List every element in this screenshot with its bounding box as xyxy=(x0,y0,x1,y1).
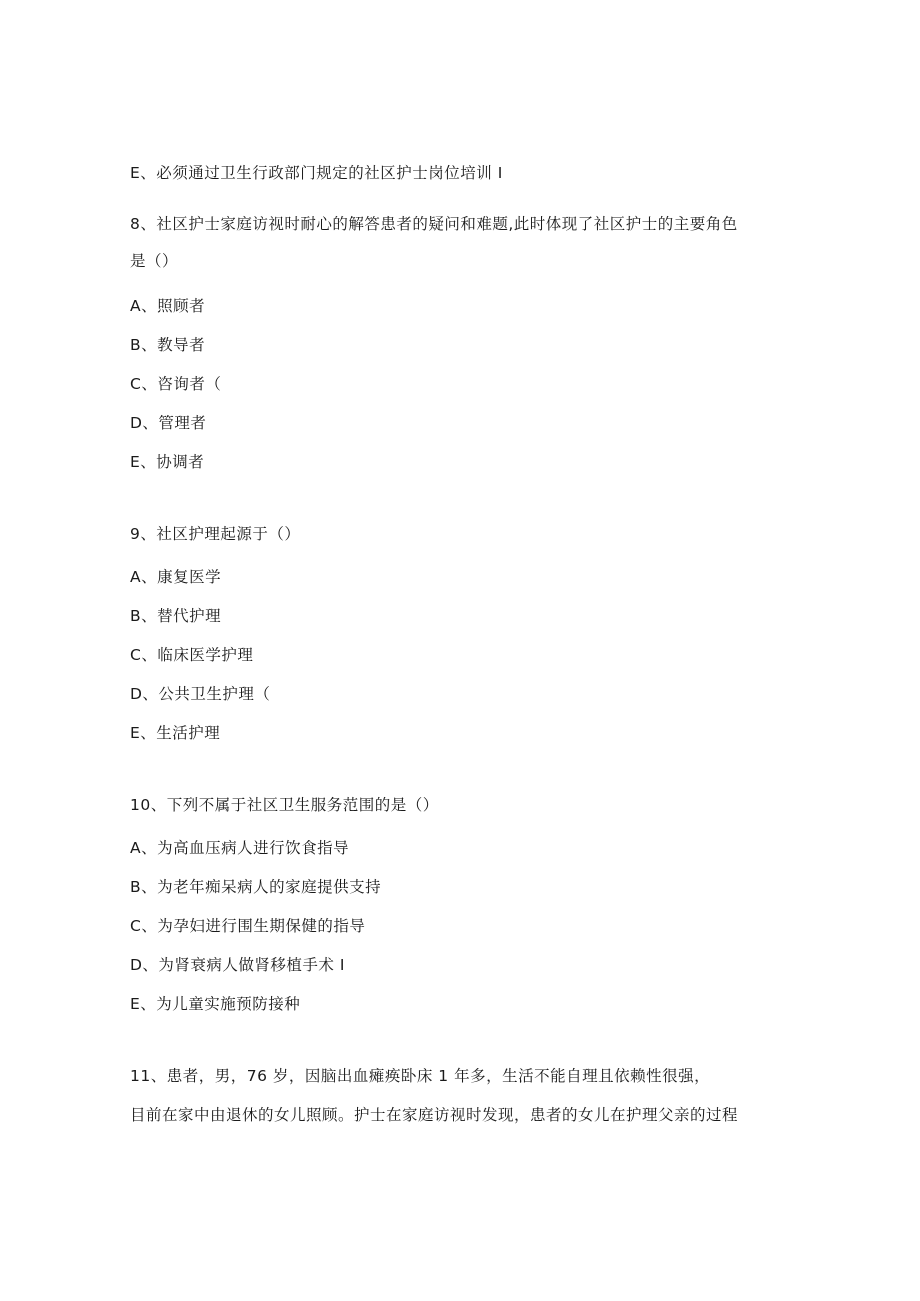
q11-stem-line2: 目前在家中由退休的女儿照顾。护士在家庭访视时发现，患者的女儿在护理父亲的过程 xyxy=(130,1106,739,1124)
q9-option-b: B、替代护理 xyxy=(130,607,222,625)
q8-option-b: B、教导者 xyxy=(130,336,206,354)
q11-stem-line1: 11、患者，男，76 岁，因脑出血瘫痪卧床 1 年多，生活不能自理且依赖性很强， xyxy=(130,1067,711,1085)
q10-option-c: C、为孕妇进行围生期保健的指导 xyxy=(130,917,366,935)
q10-option-e: E、为儿童实施预防接种 xyxy=(130,995,301,1013)
q8-option-c: C、咨询者（ xyxy=(130,375,222,393)
q7-option-e: E、必须通过卫生行政部门规定的社区护士岗位培训 I xyxy=(130,164,503,182)
q9-option-a: A、康复医学 xyxy=(130,568,222,586)
q9-option-d: D、公共卫生护理（ xyxy=(130,685,271,703)
q10-stem: 10、下列不属于社区卫生服务范围的是（） xyxy=(130,796,439,814)
q8-stem-line1: 8、社区护士家庭访视时耐心的解答患者的疑问和难题,此时体现了社区护士的主要角色 xyxy=(130,215,738,233)
q10-option-b: B、为老年痴呆病人的家庭提供支持 xyxy=(130,878,382,896)
q10-option-d: D、为肾衰病人做肾移植手术 I xyxy=(130,956,345,974)
q8-option-d: D、管理者 xyxy=(130,414,207,432)
q8-stem-line2: 是（） xyxy=(130,252,179,270)
q10-option-a: A、为高血压病人进行饮食指导 xyxy=(130,839,350,857)
q9-option-e: E、生活护理 xyxy=(130,724,221,742)
q9-option-c: C、临床医学护理 xyxy=(130,646,254,664)
q8-option-e: E、协调者 xyxy=(130,453,205,471)
q8-option-a: A、照顾者 xyxy=(130,297,206,315)
q9-stem: 9、社区护理起源于（） xyxy=(130,525,301,543)
